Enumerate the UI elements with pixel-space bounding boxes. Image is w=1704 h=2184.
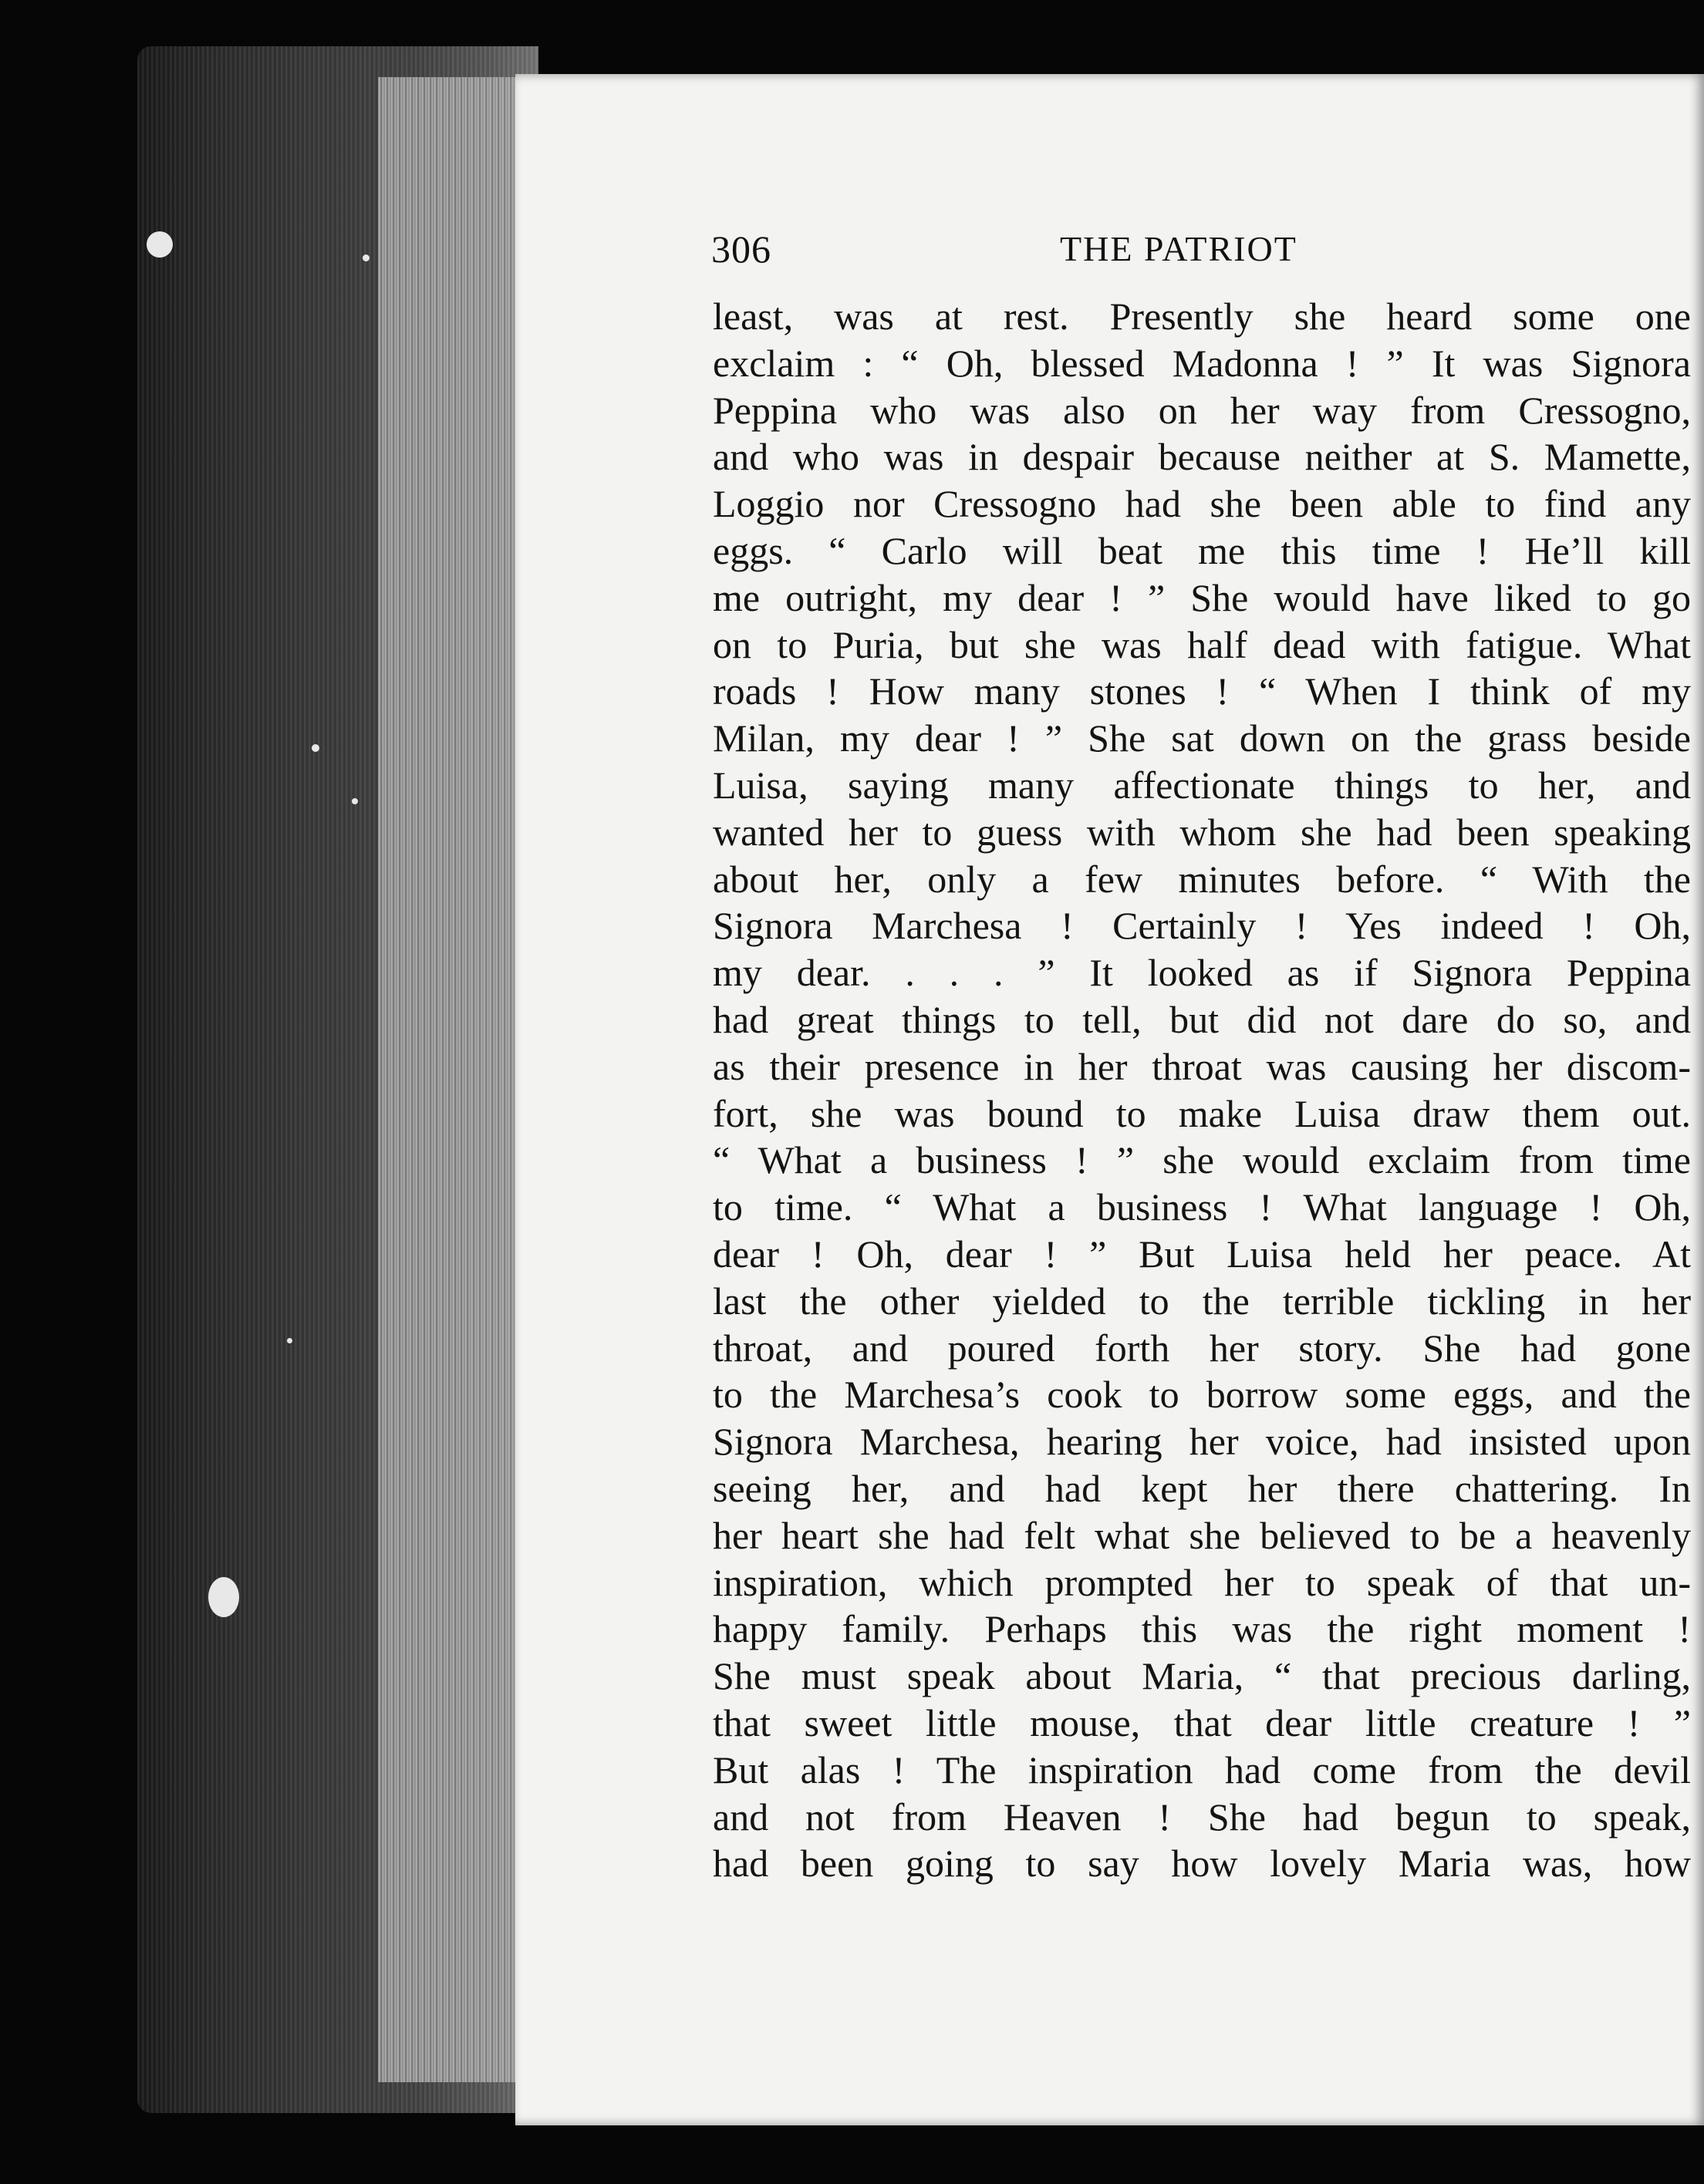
text-line: roads ! How many stones ! “ When I think of my — [713, 669, 1691, 713]
text-line: She must speak about Maria, “ that precious darling, — [713, 1654, 1691, 1698]
text-line: eggs. “ Carlo will beat me this time ! He’ll kill — [713, 528, 1691, 572]
text-line: Peppina who was also on her way from Cressogno, — [713, 388, 1691, 432]
text-line: “ What a business ! ” she would exclaim from time — [713, 1138, 1691, 1182]
text-line: fort, she was bound to make Luisa draw them out. — [713, 1091, 1691, 1135]
text-line: Milan, my dear ! ” She sat down on the grass beside — [713, 716, 1691, 760]
body-text — [713, 293, 1691, 1887]
text-line: Signora Marchesa ! Certainly ! Yes indeed ! Oh, — [713, 904, 1691, 948]
dust-speck — [312, 744, 319, 752]
text-line: to time. “ What a business ! What language ! Oh, — [713, 1185, 1691, 1229]
text-line: my dear. . . . ” It looked as if Signora Peppina — [713, 951, 1691, 995]
text-line: seeing her, and had kept her there chattering. In — [713, 1466, 1691, 1510]
dust-speck — [147, 231, 173, 258]
text-line: dear ! Oh, dear ! ” But Luisa held her peace. At — [713, 1232, 1691, 1276]
text-line: Loggio nor Cressogno had she been able to find any — [713, 482, 1691, 526]
dust-speck — [363, 254, 369, 261]
text-line: least, was at rest. Presently she heard some one — [713, 295, 1691, 338]
text-line: inspiration, which prompted her to speak of that un- — [713, 1560, 1691, 1604]
text-line: about her, only a few minutes before. “ With the — [713, 857, 1691, 901]
text-line: exclaim : “ Oh, blessed Madonna ! ” It was Signora — [713, 341, 1691, 385]
text-line: last the other yielded to the terrible tickling in her — [713, 1279, 1691, 1323]
text-line: throat, and poured forth her story. She had gone — [713, 1326, 1691, 1370]
dust-speck — [287, 1338, 292, 1343]
page-edges — [378, 77, 532, 2082]
text-line: had great things to tell, but did not dare do so, and — [713, 997, 1691, 1041]
text-line: and not from Heaven ! She had begun to speak, — [713, 1795, 1691, 1839]
text-line: as their presence in her throat was causing her discom- — [713, 1044, 1691, 1088]
running-title: THE PATRIOT — [1060, 229, 1297, 268]
text-line: to the Marchesa’s cook to borrow some eggs, and the — [713, 1373, 1691, 1417]
text-line: me outright, my dear ! ” She would have liked to go — [713, 575, 1691, 619]
text-line: wanted her to guess with whom she had been speaking — [713, 810, 1691, 854]
text-line: Luisa, saying many affectionate things to her, and — [713, 763, 1691, 807]
text-line: happy family. Perhaps this was the right moment ! — [713, 1607, 1691, 1651]
text-line: But alas ! The inspiration had come from the devil — [713, 1748, 1691, 1791]
text-line: on to Puria, but she was half dead with fatigue. What — [713, 622, 1691, 666]
dust-speck — [208, 1577, 239, 1617]
text-line: had been going to say how lovely Maria was, how — [713, 1842, 1691, 1886]
text-line: Signora Marchesa, hearing her voice, had insisted upon — [713, 1420, 1691, 1464]
text-line: her heart she had felt what she believed to be a heavenly — [713, 1513, 1691, 1557]
text-line: that sweet little mouse, that dear little creature ! ” — [713, 1700, 1691, 1744]
page-number: 306 — [711, 228, 771, 271]
text-line: and who was in despair because neither at S. Mamette, — [713, 435, 1691, 479]
dust-speck — [352, 798, 358, 804]
running-head — [711, 222, 1696, 276]
